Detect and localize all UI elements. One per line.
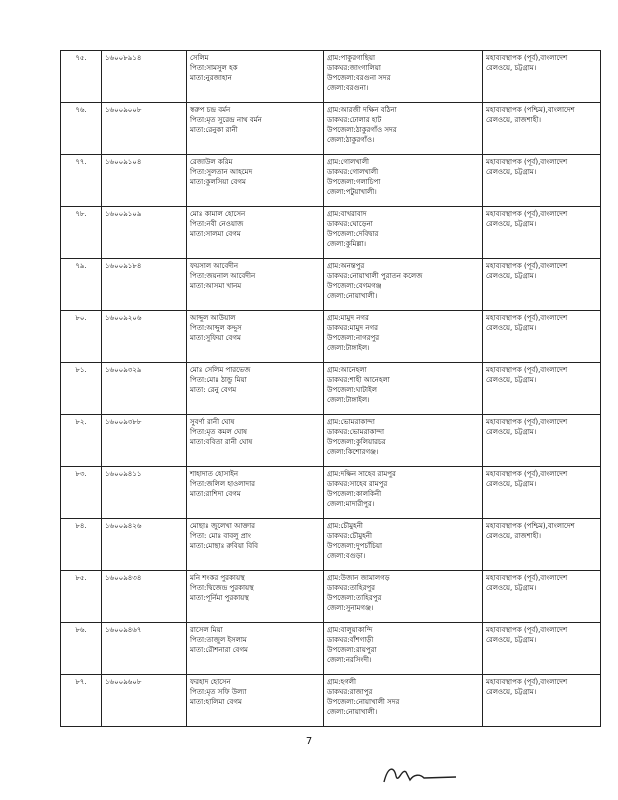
sl-text: ৭৬. [75, 106, 87, 114]
father-text: পিতা:নবী নেওয়াজ [190, 220, 244, 228]
mother-text: মাতা:রাশিদা বেগম [190, 490, 241, 498]
office-cell [483, 571, 601, 623]
office-text: মহাব্যবস্থাপক (পূর্ব),বাংলাদেশ [486, 210, 568, 218]
post-text: ডাকঘর:মামুদ নগর [327, 324, 378, 332]
office2-text: রেলওয়ে, চট্টগ্রাম। [486, 168, 537, 176]
mother-text: মাতা:সালমা বেগম [190, 230, 241, 238]
sl-text: ৮০. [75, 314, 87, 322]
mother-text: মাতা:আসমা খানম [190, 282, 242, 290]
roll-text: ১৬০০৯৩২৯ [105, 366, 142, 374]
office-cell [483, 207, 601, 259]
post-text: ডাকঘর:শাহী আনেহলা [327, 376, 390, 384]
office-text: মহাব্যবস্থাপক (পূর্ব),বাংলাদেশ [486, 470, 568, 478]
office-cell [483, 623, 601, 675]
mother-text: মাতা:মোছাঃ রুবিয়া বিবি [190, 542, 258, 550]
father-text: পিতা:সুলতান আহমেদ [190, 168, 253, 176]
table-row [61, 675, 601, 727]
district-text: জেলা:বরগুনা। [327, 84, 369, 92]
name-text: শাহাদাত হোসাইন [190, 470, 239, 478]
roll-cell [102, 415, 187, 467]
address-cell [324, 155, 483, 207]
post-text: ডাকঘর:ঘোড়েনা [327, 220, 373, 228]
name-text: মোঃ সেলিম পারভেজ [190, 366, 251, 374]
name-text: মোঃ কামাল হোসেন [190, 210, 246, 218]
name-text: রাসেল মিয়া [190, 626, 223, 634]
name-cell [187, 207, 324, 259]
office-cell [483, 675, 601, 727]
table-row [61, 623, 601, 675]
name-cell [187, 519, 324, 571]
post-text: ডাকঘর:তাহিরপুর [327, 584, 376, 592]
post-text: ডাকঘর:চৌমুহনী [327, 532, 372, 540]
address-cell [324, 363, 483, 415]
table-row [61, 311, 601, 363]
address-cell [324, 51, 483, 103]
table-row [61, 207, 601, 259]
table-row [61, 571, 601, 623]
district-text: জেলা:নোয়াখালী। [327, 708, 378, 716]
name-cell [187, 675, 324, 727]
serial-cell [61, 519, 102, 571]
post-text: ডাকঘর:নোয়াখালী পুরাতন কলেজ [327, 272, 423, 280]
roll-text: ১৬০০৯৪৩৪ [105, 574, 142, 582]
father-text: পিতা:জলিল হাওলাদার [190, 480, 255, 488]
roll-text: ১৬০০৯১৮৪ [105, 262, 142, 270]
office2-text: রেলওয়ে, চট্টগ্রাম। [486, 324, 537, 332]
father-text: পিতা:মৃত কমল ঘোষ [190, 428, 248, 436]
serial-cell [61, 623, 102, 675]
address-cell [324, 623, 483, 675]
serial-cell [61, 103, 102, 155]
sl-text: ৭৫. [75, 54, 87, 62]
name-text: ফরহাদ হোসেন [190, 678, 231, 686]
roll-text: ১৬০০৯৩৮৮ [105, 418, 142, 426]
village-text: গ্রাম:হগলী [327, 678, 357, 686]
office-text: মহাব্যবস্থাপক (পূর্ব),বাংলাদেশ [486, 314, 568, 322]
district-text: জেলা:কুমিল্লা। [327, 240, 367, 248]
mother-text: মাতা:সুফিয়া বেগম [190, 334, 241, 342]
office-cell [483, 467, 601, 519]
name-cell [187, 571, 324, 623]
name-cell [187, 259, 324, 311]
father-text: পিতা:আব্দুল কদ্দুস [190, 324, 242, 332]
upazila-text: উপজেলা:দেবিদ্বার [327, 230, 379, 238]
roll-text: ১৬০০৯৪২৬ [105, 522, 142, 530]
roll-text: ১৬০০৯০০৮ [105, 106, 142, 114]
table-row [61, 155, 601, 207]
office2-text: রেলওয়ে, রাজশাহী। [486, 116, 541, 124]
name-cell [187, 415, 324, 467]
office-text: মহাব্যবস্থাপক (পূর্ব),বাংলাদেশ [486, 158, 568, 166]
mother-text: মাতা:রৌশনারা বেগম [190, 646, 248, 654]
name-text: মোছাঃ জুলেখা আক্তার [190, 522, 255, 530]
village-text: গ্রাম:অনন্তপুর [327, 262, 365, 270]
sl-text: ৮১. [75, 366, 87, 374]
roll-text: ১৬০০৯১০৪ [105, 158, 142, 166]
roll-text: ১৬০০৯২০৬ [105, 314, 142, 322]
village-text: গ্রাম:আনেহলা [327, 366, 367, 374]
table-row [61, 467, 601, 519]
name-cell [187, 623, 324, 675]
name-cell [187, 467, 324, 519]
address-cell [324, 675, 483, 727]
office-cell [483, 155, 601, 207]
office-text: মহাব্যবস্থাপক (পূর্ব),বাংলাদেশ [486, 678, 568, 686]
upazila-text: উপজেলা:কুলিয়ারচর [327, 438, 386, 446]
village-text: গ্রাম:ভোমরাকান্দা [327, 418, 375, 426]
office-cell [483, 51, 601, 103]
father-text: পিতা:দ্বিজেন্দ্র পুরকায়স্থ [190, 584, 254, 592]
upazila-text: উপজেলা:ঠাকুরগাঁও সদর [327, 126, 397, 134]
name-cell [187, 363, 324, 415]
address-cell [324, 415, 483, 467]
upazila-text: উপজেলা:নোয়াখালী সদর [327, 698, 400, 706]
roll-text: ১৬০০৮৯১৪ [105, 54, 142, 62]
name-text: আব্দুল আউয়াল [190, 314, 236, 322]
sl-text: ৮৪. [75, 522, 87, 530]
table-row [61, 363, 601, 415]
mother-text: মাতা:হালিমা বেগম [190, 698, 242, 706]
address-cell [324, 311, 483, 363]
village-text: গ্রাম:গোলখালী [327, 158, 370, 166]
roll-text: ১৬০০৯৬০৮ [105, 678, 142, 686]
office2-text: রেলওয়ে, চট্টগ্রাম। [486, 376, 537, 384]
office2-text: রেলওয়ে, চট্টগ্রাম। [486, 428, 537, 436]
office-text: মহাব্যবস্থাপক (পূর্ব),বাংলাদেশ [486, 626, 568, 634]
page-number: 7 [305, 736, 313, 747]
serial-cell [61, 675, 102, 727]
name-cell [187, 155, 324, 207]
roll-text: ১৬০০৯৪১১ [105, 470, 142, 478]
candidate-table-body [61, 51, 601, 727]
roll-cell [102, 259, 187, 311]
serial-cell [61, 363, 102, 415]
roll-cell [102, 311, 187, 363]
address-cell [324, 103, 483, 155]
post-text: ডাকঘর:বাঁশগাড়ী [327, 636, 374, 644]
name-text: রেজাউল করিম [190, 158, 233, 166]
post-text: ডাকঘর:ঢোলার হাট [327, 116, 382, 124]
upazila-text: উপজেলা:বরগুনা সদর [327, 74, 391, 82]
father-text: পিতা:সামসুল হক [190, 64, 238, 72]
table-row [61, 103, 601, 155]
post-text: ডাকঘর:ভোমরাকান্দা [327, 428, 385, 436]
village-text: গ্রাম:উজান জামালগড় [327, 574, 390, 582]
sl-text: ৮৭. [75, 678, 87, 686]
post-text: ডাকঘর:গোলখালী [327, 168, 379, 176]
office-cell [483, 103, 601, 155]
mother-text: মাতা:পূর্নিমা পুরকায়স্থ [190, 594, 249, 602]
district-text: জেলা:কিশোরগঞ্জ। [327, 448, 379, 456]
office-cell [483, 415, 601, 467]
sl-text: ৭৮. [75, 210, 87, 218]
office2-text: রেলওয়ে, চট্টগ্রাম। [486, 584, 537, 592]
sl-text: ৮৩. [75, 470, 87, 478]
office2-text: রেলওয়ে, চট্টগ্রাম। [486, 64, 537, 72]
roll-cell [102, 467, 187, 519]
mother-text: মাতা: রেনু বেগম [190, 386, 237, 394]
district-text: জেলা:সুনামগঞ্জ। [327, 604, 374, 612]
serial-cell [61, 467, 102, 519]
name-text: মনি শংকর পুরকায়স্থ [190, 574, 245, 582]
office2-text: রেলওয়ে, চট্টগ্রাম। [486, 480, 537, 488]
village-text: গ্রাম:দক্ষিন সাহেব রামপুর [327, 470, 396, 478]
roll-text: ১৬০০৯১০৯ [105, 210, 142, 218]
district-text: জেলা:নোয়াখালী। [327, 292, 378, 300]
father-text: পিতা:তাজুল ইসলাম [190, 636, 247, 644]
name-cell [187, 103, 324, 155]
roll-cell [102, 623, 187, 675]
sl-text: ৭৭. [75, 158, 87, 166]
serial-cell [61, 207, 102, 259]
office-text: মহাব্যবস্থাপক (পূর্ব),বাংলাদেশ [486, 54, 568, 62]
father-text: পিতা: মোঃ বাবলু প্রাং [190, 532, 251, 540]
sl-text: ৮৬. [75, 626, 87, 634]
serial-cell [61, 571, 102, 623]
address-cell [324, 207, 483, 259]
mother-text: মাতা:কুলসিয়া বেগম [190, 178, 246, 186]
roll-cell [102, 571, 187, 623]
office-cell [483, 259, 601, 311]
office2-text: রেলওয়ে, চট্টগ্রাম। [486, 636, 537, 644]
address-cell [324, 259, 483, 311]
father-text: পিতা:মোঃ ঠান্ডু মিয়া [190, 376, 247, 384]
district-text: জেলা:পটুয়াখালী। [327, 188, 377, 196]
upazila-text: উপজেলা:বেগমগঞ্জ [327, 282, 382, 290]
table-row [61, 519, 601, 571]
sl-text: ৭৯. [75, 262, 87, 270]
upazila-text: উপজেলা:দুপচাঁচিয়া [327, 542, 383, 550]
father-text: পিতা:মৃত সফি উল্যা [190, 688, 247, 696]
district-text: জেলা:নরসিংদী। [327, 656, 372, 664]
post-text: ডাকঘর:রাজাপুর [327, 688, 373, 696]
office-cell [483, 363, 601, 415]
office-cell [483, 311, 601, 363]
upazila-text: উপজেলা:গলাচিপা [327, 178, 381, 186]
upazila-text: উপজেলা:নাগরপুর [327, 334, 380, 342]
sl-text: ৮২. [75, 418, 87, 426]
address-cell [324, 571, 483, 623]
mother-text: মাতা:রেনুকা রানী [190, 126, 238, 134]
village-text: গ্রাম:বাখরাবাদ [327, 210, 367, 218]
address-cell [324, 519, 483, 571]
roll-cell [102, 363, 187, 415]
serial-cell [61, 155, 102, 207]
address-cell [324, 467, 483, 519]
name-text: স্বরুপ চন্দ্র বর্মন [190, 106, 231, 114]
name-text: ফয়সাল আবেদীন [190, 262, 239, 270]
office-text: মহাব্যবস্থাপক (পূর্ব),বাংলাদেশ [486, 262, 568, 270]
candidate-table [60, 50, 601, 727]
serial-cell [61, 311, 102, 363]
table-row [61, 415, 601, 467]
mother-text: মাতা:নুরজাহান [190, 74, 232, 82]
village-text: গ্রাম:পাকুরগাছিয়া [327, 54, 376, 62]
table-row [61, 51, 601, 103]
office2-text: রেলওয়ে, চট্টগ্রাম। [486, 272, 537, 280]
father-text: পিতা:মৃত সুরেন্দ্র নাথ বর্মন [190, 116, 262, 124]
mother-text: মাতা:ববিতা রানী ঘোষ [190, 438, 253, 446]
serial-cell [61, 51, 102, 103]
upazila-text: উপজেলা:কালকিনী [327, 490, 382, 498]
village-text: গ্রাম:বালুয়াকান্দি [327, 626, 373, 634]
roll-cell [102, 519, 187, 571]
roll-cell [102, 675, 187, 727]
village-text: গ্রাম:চৌমুহনী [327, 522, 363, 530]
signature [380, 760, 460, 790]
village-text: গ্রাম:মামুদ নগর [327, 314, 369, 322]
office-text: মহাব্যবস্থাপক (পূর্ব),বাংলাদেশ [486, 574, 568, 582]
roll-text: ১৬০০৯৪৬৭ [105, 626, 142, 634]
office-text: মহাব্যবস্থাপক (পশ্চিম),বাংলাদেশ [486, 522, 575, 530]
table-row [61, 259, 601, 311]
district-text: জেলা:ঠাকুরগাঁও। [327, 136, 375, 144]
upazila-text: উপজেলা:ঘাটাইল [327, 386, 377, 394]
office2-text: রেলওয়ে, চট্টগ্রাম। [486, 688, 537, 696]
office2-text: রেলওয়ে, রাজশাহী। [486, 532, 541, 540]
father-text: পিতা:জয়নাল আবেদীন [190, 272, 256, 280]
office-cell [483, 519, 601, 571]
office-text: মহাব্যবস্থাপক (পূর্ব),বাংলাদেশ [486, 366, 568, 374]
roll-cell [102, 51, 187, 103]
district-text: জেলা:বগুড়া। [327, 552, 366, 560]
office2-text: রেলওয়ে, চট্টগ্রাম। [486, 220, 537, 228]
upazila-text: উপজেলা:তাহিরপুর [327, 594, 382, 602]
post-text: ডাকঘর:সাহেব রামপুর [327, 480, 388, 488]
serial-cell [61, 259, 102, 311]
district-text: জেলা:টাঙ্গাইল। [327, 396, 370, 404]
name-text: সুবর্ণা রানী ঘোষ [190, 418, 235, 426]
upazila-text: উপজেলা:রায়পুরা [327, 646, 377, 654]
village-text: গ্রাম:আরজী দক্ষিন বঠিনা [327, 106, 397, 114]
post-text: ডাকঘর:জাংগালিয়া [327, 64, 381, 72]
roll-cell [102, 155, 187, 207]
name-text: সেলিম [190, 54, 209, 62]
name-cell [187, 311, 324, 363]
office-text: মহাব্যবস্থাপক (পশ্চিম),বাংলাদেশ [486, 106, 575, 114]
serial-cell [61, 415, 102, 467]
district-text: জেলা:মাদারীপুর। [327, 500, 375, 508]
office-text: মহাব্যবস্থাপক (পূর্ব),বাংলাদেশ [486, 418, 568, 426]
roll-cell [102, 103, 187, 155]
district-text: জেলা:টাঙ্গাইল। [327, 344, 370, 352]
roll-cell [102, 207, 187, 259]
name-cell [187, 51, 324, 103]
sl-text: ৮৫. [75, 574, 87, 582]
